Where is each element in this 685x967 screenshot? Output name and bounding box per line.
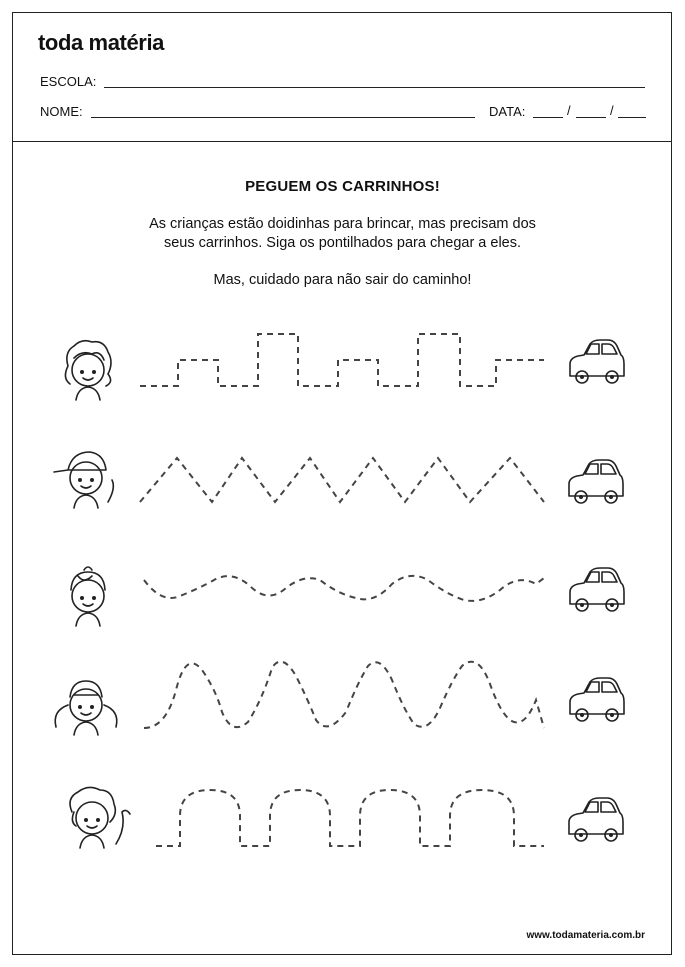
date-separator: / bbox=[610, 103, 614, 118]
car-icon bbox=[569, 460, 623, 503]
small-wave-path[interactable] bbox=[144, 576, 544, 601]
zigzag-path[interactable] bbox=[140, 458, 544, 502]
car-icon bbox=[570, 568, 624, 611]
arches-path[interactable] bbox=[156, 790, 544, 846]
instruction-line-2: seus carrinhos. Siga os pontilhados para chegar a eles. bbox=[163, 235, 522, 251]
name-label: NOME: bbox=[40, 104, 83, 119]
activity-title: PEGUEM OS CARRINHOS! bbox=[245, 178, 440, 195]
car-icon bbox=[569, 798, 623, 841]
date-label: DATA: bbox=[489, 104, 526, 119]
instruction-line-1: As crianças estão doidinhas para brincar, mas precisam dos bbox=[149, 216, 536, 232]
large-wave-path[interactable] bbox=[144, 662, 544, 728]
school-label: ESCOLA: bbox=[40, 74, 97, 89]
brand-logo: toda matéria bbox=[38, 30, 165, 55]
row-1 bbox=[65, 334, 624, 400]
row-5 bbox=[70, 787, 623, 848]
row-2 bbox=[54, 452, 623, 508]
curly-boy-waving-icon bbox=[70, 787, 130, 848]
website-footer[interactable]: www.todamateria.com.br bbox=[526, 930, 645, 941]
row-4 bbox=[55, 662, 624, 735]
cap-boy-icon bbox=[54, 452, 113, 508]
pigtails-girl-icon bbox=[55, 681, 117, 735]
warning-text: Mas, cuidado para não sair do caminho! bbox=[213, 272, 472, 288]
square-wave-path[interactable] bbox=[140, 334, 544, 386]
car-icon bbox=[570, 340, 624, 383]
date-separator: / bbox=[567, 103, 571, 118]
car-icon bbox=[570, 678, 624, 721]
boy-icon bbox=[71, 567, 105, 626]
curly-hair-girl-icon bbox=[65, 341, 111, 400]
row-3 bbox=[71, 567, 624, 626]
